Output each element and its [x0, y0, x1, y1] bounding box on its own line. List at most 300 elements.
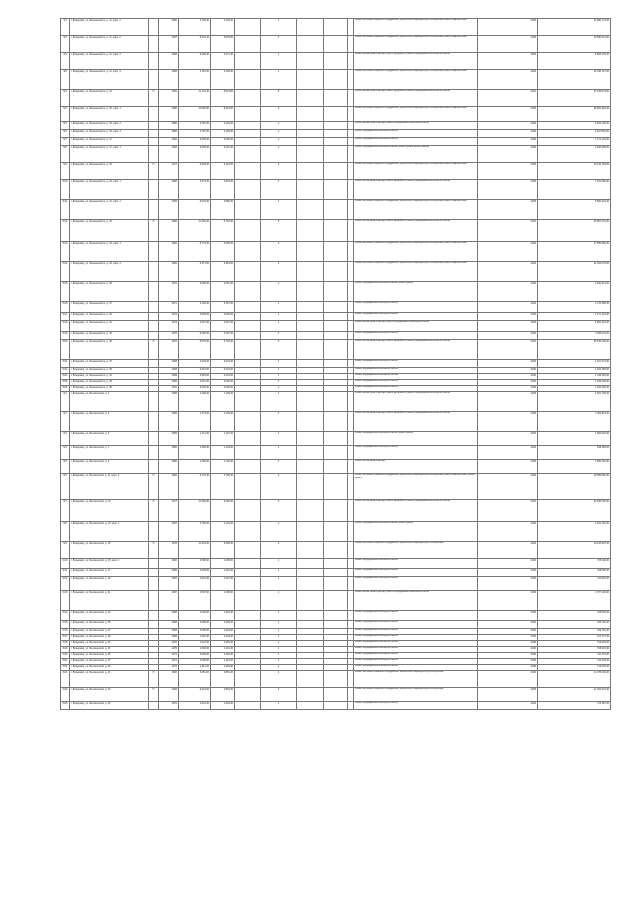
address-cell: г. Владимир, ул. Безыменского, д. 11, корп. 1: [70, 19, 149, 36]
floors-cell: 1: [261, 360, 297, 368]
entrances-cell: [297, 90, 324, 107]
floors-cell: 1: [261, 36, 297, 53]
residents-cell: [324, 282, 348, 302]
planned-year-cell: 2039: [478, 321, 538, 332]
table-row: [61, 70, 611, 90]
total-area-cell: 1 601,00: [179, 635, 211, 641]
planned-year-cell: 2041: [478, 220, 538, 242]
entrances-cell: [297, 70, 324, 90]
address-cell: г. Владимир, ул. Белоконской, д. 35: [70, 653, 149, 659]
living-area-cell: 8 944,90: [211, 107, 235, 122]
house-type-cell: [149, 432, 159, 446]
non-living-area-cell: [235, 122, 261, 130]
floors-cell: 1: [261, 659, 297, 665]
floors-cell: 5: [261, 90, 297, 107]
living-area-cell: 4 846,00: [211, 688, 235, 702]
non-living-area-cell: [235, 412, 261, 432]
non-living-area-cell: [235, 577, 261, 591]
year-built-cell: 1968: [159, 368, 179, 374]
total-area-cell: 1 602,00: [179, 611, 211, 621]
residents-cell: [324, 200, 348, 220]
year-built-cell: 1958: [159, 392, 179, 412]
planned-year-cell: 2040: [478, 665, 538, 671]
address-cell: г. Владимир, ул. Белоконской, д. 41: [70, 671, 149, 688]
floors-cell: 1: [261, 559, 297, 569]
house-type-cell: [149, 412, 159, 432]
year-built-cell: 1963: [159, 146, 179, 163]
total-area-cell: 11 934,00: [179, 542, 211, 559]
entrances-cell: [297, 302, 324, 313]
table-row: [61, 138, 611, 146]
entrances-cell: [297, 321, 324, 332]
estimated-cost-cell: 708 619,00: [538, 647, 611, 653]
house-type-cell: [149, 200, 159, 220]
non-living-area-cell: [235, 702, 261, 710]
address-cell: г. Владимир, ул. Белоконской, д. 27: [70, 629, 149, 635]
total-area-cell: 1 607,00: [179, 641, 211, 647]
year-built-cell: 1960: [159, 446, 179, 460]
table-row: [61, 392, 611, 412]
entrances-cell: [297, 340, 324, 360]
entrances-cell: [297, 412, 324, 432]
living-area-cell: 5 110,60: [211, 163, 235, 180]
planned-year-cell: 2040: [478, 702, 538, 710]
living-area-cell: 2 019,00: [211, 360, 235, 368]
planned-year-cell: 2040: [478, 577, 538, 591]
floors-cell: 1: [261, 146, 297, 163]
living-area-cell: 3 878,90: [211, 36, 235, 53]
year-built-cell: 1969: [159, 635, 179, 641]
living-area-cell: 2 032,00: [211, 380, 235, 386]
year-built-cell: 1971: [159, 302, 179, 313]
estimated-cost-cell: 25 816 200,00: [538, 340, 611, 360]
repair-works-cell: Ремонт внутридомовых инженерных систем: [354, 360, 478, 368]
house-type-cell: П: [149, 90, 159, 107]
row-number-cell: 5/20: [61, 340, 70, 360]
living-area-cell: 1 235,00: [211, 559, 235, 569]
residents-cell: [324, 130, 348, 138]
total-area-cell: 2 629,00: [179, 313, 211, 321]
repair-works-cell: Ремонт внутридомовых инженерных систем, ремонт крыши: [354, 522, 478, 542]
house-type-cell: [149, 611, 159, 621]
row-number-cell: 5/23: [61, 374, 70, 380]
living-area-cell: 3 209,00: [211, 70, 235, 90]
total-area-cell: 11 131,40: [179, 90, 211, 107]
year-built-cell: 1969: [159, 200, 179, 220]
living-area-cell: 2 195,00: [211, 130, 235, 138]
floors-cell: 1: [261, 368, 297, 374]
residents-cell: [324, 180, 348, 200]
address-cell: г. Владимир, ул. Безыменского, д. 29: [70, 313, 149, 321]
estimated-cost-cell: 709 761,00: [538, 629, 611, 635]
total-area-cell: 8 576,00: [179, 340, 211, 360]
repair-works-cell: Ремонт внутридомовых инженерных систем: [354, 569, 478, 577]
estimated-cost-cell: 2 430 905,00: [538, 146, 611, 163]
house-type-cell: [149, 180, 159, 200]
living-area-cell: 2 130,00: [211, 19, 235, 36]
floors-cell: 1: [261, 19, 297, 36]
estimated-cost-cell: 1 352 620,00: [538, 432, 611, 446]
estimated-cost-cell: 713 187,00: [538, 702, 611, 710]
table-row: [61, 611, 611, 621]
non-living-area-cell: [235, 671, 261, 688]
repair-works-cell: Ремонт крыши, ремонт фасада, ремонт фундамента, ремонт внутридомовых инженерных систем: [354, 90, 478, 107]
table-row: [61, 302, 611, 313]
house-type-cell: [149, 591, 159, 611]
repair-works-cell: Ремонт внутридомовых инженерных систем: [354, 653, 478, 659]
address-cell: г. Владимир, ул. Белоконской, д. 25: [70, 621, 149, 629]
non-living-area-cell: [235, 220, 261, 242]
entrances-cell: [297, 460, 324, 474]
floors-cell: 3: [261, 340, 297, 360]
residents-cell: [324, 392, 348, 412]
floors-cell: 1: [261, 70, 297, 90]
planned-year-cell: 2041: [478, 340, 538, 360]
row-number-cell: 5/14: [61, 262, 70, 282]
planned-year-cell: 2040: [478, 380, 538, 386]
planned-year-cell: 2040: [478, 282, 538, 302]
residents-cell: [324, 107, 348, 122]
repair-works-cell: Ремонт внутридомовых инженерных систем: [354, 611, 478, 621]
row-number-cell: 6/1: [61, 392, 70, 412]
estimated-cost-cell: 705 118,00: [538, 559, 611, 569]
total-area-cell: 3 674,40: [179, 180, 211, 200]
residents-cell: [324, 313, 348, 321]
year-built-cell: 1982: [159, 220, 179, 242]
residents-cell: [324, 36, 348, 53]
planned-year-cell: 2040: [478, 138, 538, 146]
repair-works-cell: Ремонт внутридомовых инженерных систем: [354, 659, 478, 665]
year-built-cell: 1960: [159, 19, 179, 36]
living-area-cell: 2 023,00: [211, 368, 235, 374]
non-living-area-cell: [235, 138, 261, 146]
row-number-cell: 6/7: [61, 500, 70, 522]
entrances-cell: [297, 446, 324, 460]
floors-cell: 1: [261, 446, 297, 460]
address-cell: г. Владимир, ул. Безыменского, д. 43: [70, 380, 149, 386]
estimated-cost-cell: 17 555 960,00: [538, 242, 611, 262]
floors-cell: 1: [261, 332, 297, 340]
estimated-cost-cell: 8 864 378,00: [538, 53, 611, 70]
table-row: [61, 146, 611, 163]
total-area-cell: 2 787,00: [179, 130, 211, 138]
repair-works-cell: Ремонт или замена лифтового оборудования, признанного непригодным для эксплуатации: [354, 671, 478, 688]
non-living-area-cell: [235, 460, 261, 474]
house-type-cell: [149, 302, 159, 313]
living-area-cell: 6 836,00: [211, 242, 235, 262]
house-type-cell: П: [149, 220, 159, 242]
floors-cell: 1: [261, 460, 297, 474]
row-number-cell: 5/5: [61, 122, 70, 130]
planned-year-cell: 2040: [478, 635, 538, 641]
year-built-cell: 1960: [159, 460, 179, 474]
estimated-cost-cell: 30 466 520,00: [538, 500, 611, 522]
estimated-cost-cell: 13 590 214,00: [538, 36, 611, 53]
estimated-cost-cell: 11 076 020,00: [538, 671, 611, 688]
table-row: [61, 446, 611, 460]
residents-cell: [324, 360, 348, 368]
house-type-cell: [149, 36, 159, 53]
floors-cell: 1: [261, 611, 297, 621]
living-area-cell: 2 028,00: [211, 386, 235, 392]
year-built-cell: 1972: [159, 282, 179, 302]
year-built-cell: 1968: [159, 53, 179, 70]
repair-works-cell: Ремонт крыши, ремонт фасада, ремонт внутридомовых инженерных систем: [354, 122, 478, 130]
entrances-cell: [297, 621, 324, 629]
repair-works-cell: Ремонт крыши, ремонт фасада, ремонт фундамента, ремонт внутридомовых инженерных систем: [354, 392, 478, 412]
address-cell: г. Владимир, ул. Безыменского, д. 27: [70, 302, 149, 313]
year-built-cell: 1962: [159, 138, 179, 146]
entrances-cell: [297, 611, 324, 621]
repair-works-cell: Ремонт внутридомовых инженерных систем: [354, 380, 478, 386]
living-area-cell: 2 407,00: [211, 302, 235, 313]
house-type-cell: П: [149, 163, 159, 180]
residents-cell: [324, 432, 348, 446]
table-row: [61, 262, 611, 282]
address-cell: г. Владимир, ул. Безыменского, д. 13: [70, 90, 149, 107]
repair-works-cell: Ремонт крыши, ремонт фасада, ремонт фундамента, ремонт внутридомовых инженерных систем: [354, 220, 478, 242]
non-living-area-cell: [235, 146, 261, 163]
repair-works-cell: Ремонт или замена лифтового оборудования, признанного непригодным для эксплуатации: [354, 688, 478, 702]
year-built-cell: 1972: [159, 313, 179, 321]
address-cell: г. Владимир, ул. Белоконской, д. 15, корп. 1: [70, 559, 149, 569]
row-number-cell: 6/25: [61, 702, 70, 710]
total-area-cell: 5 049,00: [179, 200, 211, 220]
total-area-cell: 2 756,00: [179, 522, 211, 542]
planned-year-cell: 2040: [478, 302, 538, 313]
planned-year-cell: 2039: [478, 460, 538, 474]
row-number-cell: 5/4: [61, 90, 70, 107]
year-built-cell: 1967: [159, 36, 179, 53]
address-cell: г. Владимир, ул. Безыменского, д. 21, корп. 2: [70, 200, 149, 220]
entrances-cell: [297, 282, 324, 302]
estimated-cost-cell: 708 032,00: [538, 611, 611, 621]
address-cell: г. Владимир, ул. Безыменского, д. 15, корп. 2: [70, 122, 149, 130]
non-living-area-cell: [235, 313, 261, 321]
estimated-cost-cell: 1 805 440,00: [538, 460, 611, 474]
house-type-cell: [149, 569, 159, 577]
entrances-cell: [297, 122, 324, 130]
residents-cell: [324, 242, 348, 262]
address-cell: г. Владимир, ул. Белоконской, д. 1: [70, 392, 149, 412]
repair-works-cell: Ремонт или замена лифтового оборудования, признанного непригодным для эксплуатации, ремонт лифтовых шахт: [354, 262, 478, 282]
year-built-cell: 1970: [159, 386, 179, 392]
year-built-cell: 1978: [159, 542, 179, 559]
row-number-cell: 6/14: [61, 611, 70, 621]
planned-year-cell: 2040: [478, 653, 538, 659]
non-living-area-cell: [235, 542, 261, 559]
address-cell: г. Владимир, ул. Безыменского, д. 15, корп. 3: [70, 130, 149, 138]
total-area-cell: 11 936,00: [179, 500, 211, 522]
non-living-area-cell: [235, 474, 261, 500]
estimated-cost-cell: 7 391 696,00: [538, 180, 611, 200]
total-area-cell: 2 781,00: [179, 122, 211, 130]
repair-works-cell: Ремонт внутридомовых инженерных систем, ремонт крыши, ремонт фасада: [354, 146, 478, 163]
total-area-cell: 1 597,00: [179, 591, 211, 611]
entrances-cell: [297, 559, 324, 569]
address-cell: г. Владимир, ул. Белоконской, д. 33: [70, 647, 149, 653]
address-cell: г. Владимир, ул. Белоконской, д. 15: [70, 542, 149, 559]
living-area-cell: 9 266,00: [211, 500, 235, 522]
non-living-area-cell: [235, 180, 261, 200]
address-cell: г. Владимир, ул. Белоконской, д. 11, корп. 2: [70, 474, 149, 500]
estimated-cost-cell: 1 171 143,00: [538, 313, 611, 321]
estimated-cost-cell: 35 802 472,00: [538, 220, 611, 242]
address-cell: г. Владимир, ул. Безыменского, д. 45: [70, 386, 149, 392]
row-number-cell: 6/18: [61, 641, 70, 647]
table-row: [61, 313, 611, 321]
living-area-cell: 1 238,00: [211, 591, 235, 611]
living-area-cell: 9 258,00: [211, 542, 235, 559]
estimated-cost-cell: 2 462 811,00: [538, 412, 611, 432]
estimated-cost-cell: 8 556 240,00: [538, 200, 611, 220]
residents-cell: [324, 70, 348, 90]
repair-works-cell: Ремонт крыши, ремонт фасада, ремонт фундамента, ремонт внутридомовых инженерных систем: [354, 180, 478, 200]
house-type-cell: [149, 522, 159, 542]
total-area-cell: 2 645,20: [179, 138, 211, 146]
total-area-cell: 1 605,00: [179, 629, 211, 635]
residents-cell: [324, 163, 348, 180]
living-area-cell: 1 246,00: [211, 653, 235, 659]
house-type-cell: [149, 19, 159, 36]
floors-cell: 1: [261, 180, 297, 200]
floors-cell: 2: [261, 262, 297, 282]
total-area-cell: 3 647,00: [179, 321, 211, 332]
living-area-cell: 1 244,00: [211, 659, 235, 665]
floors-cell: 1: [261, 702, 297, 710]
floors-cell: 1: [261, 412, 297, 432]
table-row: [61, 577, 611, 591]
residents-cell: [324, 671, 348, 688]
repair-works-cell: Ремонт внутридомовых инженерных систем: [354, 446, 478, 460]
residents-cell: [324, 19, 348, 36]
planned-year-cell: 2039: [478, 392, 538, 412]
floors-cell: 1: [261, 53, 297, 70]
floors-cell: 1: [261, 432, 297, 446]
planned-year-cell: 2040: [478, 522, 538, 542]
address-cell: г. Владимир, ул. Безыменского, д. 25: [70, 282, 149, 302]
year-built-cell: 1983: [159, 671, 179, 688]
estimated-cost-cell: 6 991 312,00: [538, 321, 611, 332]
house-type-cell: П: [149, 542, 159, 559]
address-cell: г. Владимир, ул. Белоконской, д. 39: [70, 665, 149, 671]
row-number-cell: 6/16: [61, 629, 70, 635]
total-area-cell: 2 621,00: [179, 380, 211, 386]
house-type-cell: [149, 262, 159, 282]
living-area-cell: 4 851,00: [211, 671, 235, 688]
table-row: [61, 36, 611, 53]
address-cell: г. Владимир, ул. Безыменского, д. 23: [70, 220, 149, 242]
table-row: [61, 522, 611, 542]
total-area-cell: 1 598,00: [179, 559, 211, 569]
house-type-cell: [149, 702, 159, 710]
house-type-cell: [149, 138, 159, 146]
floors-cell: 1: [261, 569, 297, 577]
year-built-cell: 1967: [159, 591, 179, 611]
row-number-cell: 6/20: [61, 653, 70, 659]
entrances-cell: [297, 130, 324, 138]
planned-year-cell: 2040: [478, 569, 538, 577]
total-area-cell: 5 044,10: [179, 36, 211, 53]
year-built-cell: 1972: [159, 702, 179, 710]
address-cell: г. Владимир, ул. Безыменского, д. 23, корп. 2: [70, 262, 149, 282]
total-area-cell: 1 474,00: [179, 412, 211, 432]
non-living-area-cell: [235, 19, 261, 36]
residents-cell: [324, 262, 348, 282]
house-type-cell: [149, 130, 159, 138]
entrances-cell: [297, 702, 324, 710]
row-number-cell: 5/8: [61, 146, 70, 163]
address-cell: г. Владимир, ул. Безыменского, д. 19: [70, 163, 149, 180]
floors-cell: 1: [261, 200, 297, 220]
address-cell: г. Владимир, ул. Безыменского, д. 15, корп. 1: [70, 107, 149, 122]
residents-cell: [324, 577, 348, 591]
repair-works-cell: Ремонт крыши, ремонт фасада, ремонт фундамента, ремонт внутридомовых инженерных систем: [354, 340, 478, 360]
estimated-cost-cell: 1 156 320,00: [538, 386, 611, 392]
planned-year-cell: 2046: [478, 242, 538, 262]
non-living-area-cell: [235, 360, 261, 368]
year-built-cell: 1970: [159, 647, 179, 653]
living-area-cell: 1 135,00: [211, 392, 235, 412]
year-built-cell: 1959: [159, 412, 179, 432]
entrances-cell: [297, 591, 324, 611]
house-type-cell: П: [149, 500, 159, 522]
row-number-cell: 6/3: [61, 432, 70, 446]
table-row: [61, 559, 611, 569]
table-row: [61, 412, 611, 432]
living-area-cell: 1 242,00: [211, 569, 235, 577]
table-row: [61, 702, 611, 710]
year-built-cell: 1977: [159, 163, 179, 180]
living-area-cell: 2 131,00: [211, 522, 235, 542]
entrances-cell: [297, 19, 324, 36]
floors-cell: 2: [261, 671, 297, 688]
year-built-cell: 1970: [159, 641, 179, 647]
address-cell: г. Владимир, ул. Белоконской, д. 29: [70, 635, 149, 641]
repair-works-cell: Ремонт внутридомовых инженерных систем: [354, 621, 478, 629]
estimated-cost-cell: 2 677 118,00: [538, 591, 611, 611]
repair-works-cell: Ремонт внутридомовых инженерных систем: [354, 577, 478, 591]
residents-cell: [324, 332, 348, 340]
address-cell: г. Владимир, ул. Белоконской, д. 9: [70, 460, 149, 474]
table-row: [61, 242, 611, 262]
repair-works-cell: Ремонт или замена лифтового оборудования, признанного непригодным для эксплуатации, ремонт лифтовых шахт: [354, 107, 478, 122]
row-number-cell: 5/19: [61, 332, 70, 340]
house-type-cell: [149, 332, 159, 340]
entrances-cell: [297, 474, 324, 500]
row-number-cell: 6/2: [61, 412, 70, 432]
planned-year-cell: 2040: [478, 629, 538, 635]
year-built-cell: 1968: [159, 70, 179, 90]
row-number-cell: 6/13: [61, 591, 70, 611]
entrances-cell: [297, 242, 324, 262]
residents-cell: [324, 611, 348, 621]
floors-cell: 1: [261, 302, 297, 313]
planned-year-cell: 2040: [478, 313, 538, 321]
planned-year-cell: 2046: [478, 671, 538, 688]
repair-works-cell: Ремонт крыши, ремонт фасада, ремонт фундамента, ремонт внутридомовых инженерных систем: [354, 412, 478, 432]
house-type-cell: [149, 122, 159, 130]
estimated-cost-cell: 1 176 485,00: [538, 302, 611, 313]
non-living-area-cell: [235, 446, 261, 460]
entrances-cell: [297, 671, 324, 688]
non-living-area-cell: [235, 107, 261, 122]
planned-year-cell: 2039: [478, 53, 538, 70]
residents-cell: [324, 621, 348, 629]
residents-cell: [324, 302, 348, 313]
repair-works-cell: Ремонт или замена лифтового оборудования, признанного непригодным для эксплуатации, ремонт лифтовых шахт: [354, 70, 478, 90]
total-area-cell: 1 609,00: [179, 653, 211, 659]
